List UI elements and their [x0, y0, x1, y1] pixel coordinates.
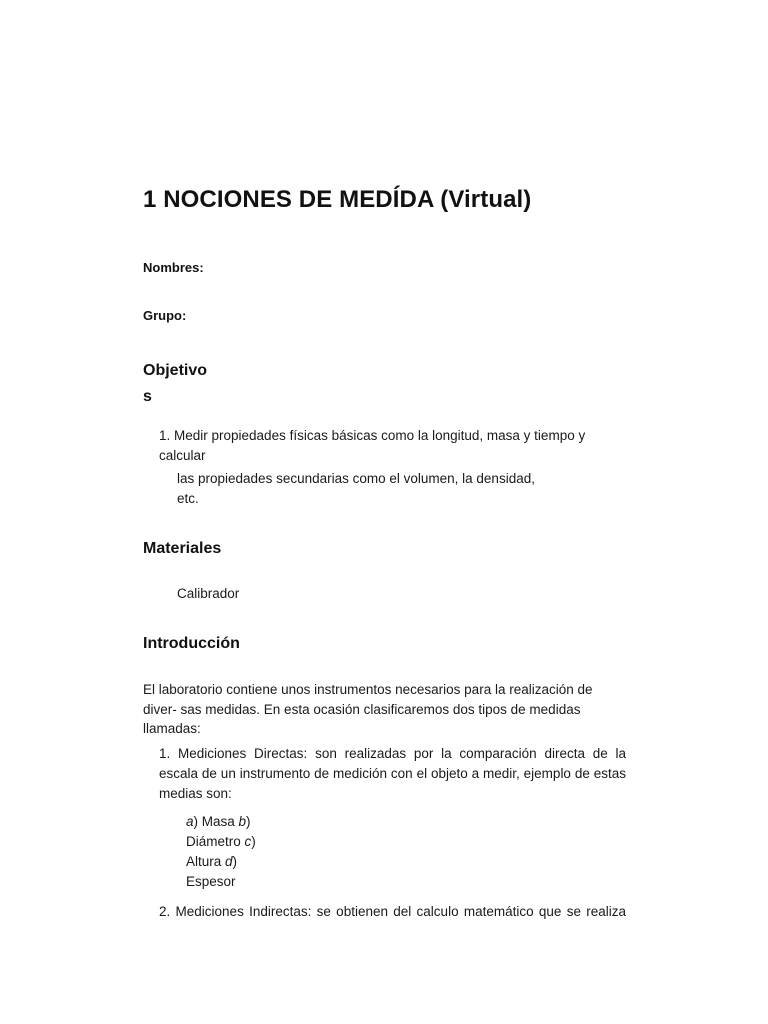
objetivos-heading — [143, 358, 207, 410]
introduccion-item-2: 2. Mediciones Indirectas: se obtienen del calculo matemático que se realiza — [159, 904, 626, 919]
introduccion-item-1: 1. Mediciones Directas: son realizadas por la comparación directa de la escala de un instrumento de medición con el objeto a medir, ejemplo de estas medias son: — [159, 746, 626, 801]
sublist-line-3: Altura d) — [186, 854, 238, 869]
sublist-letter-d: d — [225, 854, 233, 869]
grupo-label: Grupo: — [143, 308, 187, 323]
objetivo-item-1-line1: 1. Medir propiedades físicas básicas como la longitud, masa y tiempo y — [159, 428, 586, 443]
sublist-line-1: a) Masa b) — [186, 814, 251, 829]
sublist-line-2: Diámetro c) — [186, 834, 256, 849]
sublist-letter-c: c — [244, 834, 252, 849]
page-title: 1 NOCIONES DE MEDÍDA (Virtual) — [143, 186, 532, 213]
sublist-letter-a: a — [186, 814, 194, 829]
objetivos-heading-line2: s — [143, 388, 152, 405]
sublist-letter-b: b — [238, 814, 247, 829]
objetivo-item-1-line4: etc. — [177, 491, 199, 506]
introduccion-heading: Introducción — [143, 635, 240, 652]
objetivo-item-1-continuation — [177, 469, 535, 509]
objetivos-heading-line1: Objetivo — [143, 362, 208, 379]
materiales-heading: Materiales — [143, 540, 222, 557]
materiales-item-calibrador: Calibrador — [177, 586, 240, 601]
sublist-line-4: Espesor — [186, 874, 236, 889]
objetivo-item-1-line2: calcular — [159, 448, 206, 463]
objetivo-item-1 — [159, 426, 585, 466]
nombres-label: Nombres: — [143, 260, 204, 275]
objetivo-item-1-line3: las propiedades secundarias como el volumen, la densidad, — [177, 471, 535, 486]
introduccion-paragraph: El laboratorio contiene unos instrumentos necesarios para la realización de diver- sas medidas. En esta ocasión clasificaremos dos tipos de medidas llamadas: — [143, 682, 593, 736]
mediciones-directas-sublist — [186, 812, 256, 892]
